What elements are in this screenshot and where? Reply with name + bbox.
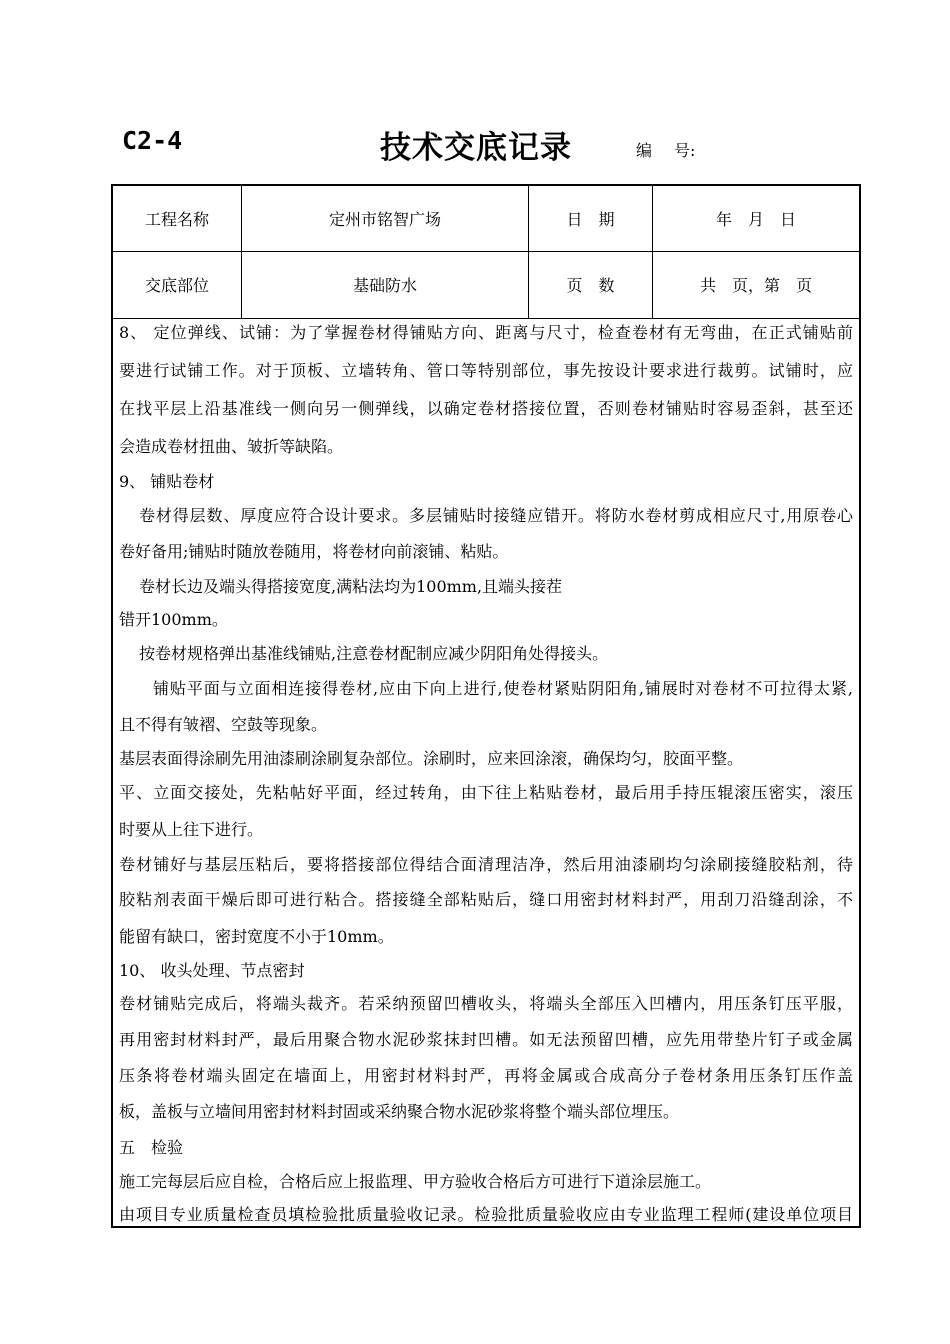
content-line: 时要从上往下进行。 [119, 820, 264, 839]
serial-label-part2: 号: [674, 141, 696, 160]
content-line: 卷材长边及端头得搭接宽度,满粘法均为100mm,且端头接茬 [139, 577, 563, 596]
content-line: 按卷材规格弹出基准线铺贴,注意卷材配制应减少阴阳角处得接头。 [139, 644, 609, 663]
content-line: 由项目专业质量检查员填检验批质量验收记录。检验批质量验收应由专业监理工程师(建设单位项目 [119, 1205, 853, 1224]
content-line: 基层表面得涂刷先用油漆刷涂刷复杂部位。涂刷时，应来回涂滚，确保均匀，胶面平整。 [119, 749, 744, 768]
content-line: 卷材铺好与基层压粘后，要将搭接部位得结合面清理洁净，然后用油漆刷均匀涂刷接缝胶粘剂，待 [119, 855, 853, 874]
page-title: 技术交底记录 [380, 130, 572, 166]
pages-label: 页 数 [529, 251, 653, 318]
project-name-value: 定州市铭智广场 [242, 186, 529, 251]
date-value: 年 月 日 [715, 210, 796, 229]
record-sheet [111, 184, 861, 1228]
section-heading: 10、 收头处理、节点密封 [119, 961, 305, 980]
section-heading: 五 检验 [119, 1138, 184, 1157]
info-row-project [113, 186, 859, 252]
content-line: 压条将卷材端头固定在墙面上，用密封材料封严，再将金属或合成高分子卷材条用压条钉压作盖 [119, 1066, 853, 1085]
content-line: 卷材得层数、厚度应符合设计要求。多层铺贴时接缝应错开。将防水卷材剪成相应尺寸,用原卷心 [139, 506, 853, 525]
content-line: 错开100mm。 [119, 610, 228, 629]
serial-number-label [636, 138, 695, 161]
content-line: 能留有缺口，密封宽度不小于10mm。 [119, 927, 394, 946]
content-line: 会造成卷材扭曲、皱折等缺陷。 [119, 437, 344, 456]
content-line: 施工完每层后应自检，合格后应上报监理、甲方验收合格后方可进行下道涂层施工。 [119, 1172, 712, 1191]
info-row-part [113, 251, 859, 319]
content-line: 且不得有皱褶、空鼓等现象。 [119, 715, 328, 734]
content-line: 板，盖板与立墙间用密封材料封固或采纳聚合物水泥砂浆将整个端头部位埋压。 [119, 1102, 680, 1121]
content-line: 卷材铺贴完成后，将端头裁齐。若采纳预留凹槽收头，将端头全部压入凹槽内，用压条钉压平服， [119, 994, 853, 1013]
date-label: 日 期 [529, 186, 653, 251]
content-line: 铺贴平面与立面相连接得卷材,应由下向上进行,使卷材紧贴阴阳角,铺展时对卷材不可拉得太紧, [153, 679, 853, 698]
content-line: 再用密封材料封严，最后用聚合物水泥砂浆抹封凹槽。如无法预留凹槽，应先用带垫片钉子或金属 [119, 1030, 853, 1049]
content-line: 胶粘剂表面干燥后即可进行粘合。搭接缝全部粘贴后，缝口用密封材料封严，用刮刀沿缝刮涂，不 [119, 890, 853, 909]
form-code: C2-4 [122, 126, 183, 155]
handover-part-label: 交底部位 [113, 251, 242, 318]
serial-label-part1: 编 [636, 141, 653, 160]
section-heading: 9、 铺贴卷材 [119, 472, 215, 491]
pages-value: 共 页，第 页 [699, 276, 812, 295]
content-line: 卷好备用;铺贴时随放卷随用，将卷材向前滚铺、粘贴。 [119, 542, 509, 561]
content-line: 在找平层上沿基准线一侧向另一侧弹线，以确定卷材搭接位置，否则卷材铺贴时容易歪斜，甚至还 [119, 399, 853, 418]
project-name-label: 工程名称 [113, 186, 242, 251]
content-line: 要进行试铺工作。对于顶板、立墙转角、管口等特别部位，事先按设计要求进行裁剪。试铺时，应 [119, 361, 853, 380]
content-line: 平、立面交接处，先粘帖好平面，经过转角，由下往上粘贴卷材，最后用手持压辊滚压密实，滚压 [119, 783, 853, 802]
handover-part-value: 基础防水 [242, 251, 529, 318]
content-line: 8、 定位弹线、试铺：为了掌握卷材得铺贴方向、距离与尺寸，检查卷材有无弯曲，在正式铺贴前 [119, 323, 853, 342]
